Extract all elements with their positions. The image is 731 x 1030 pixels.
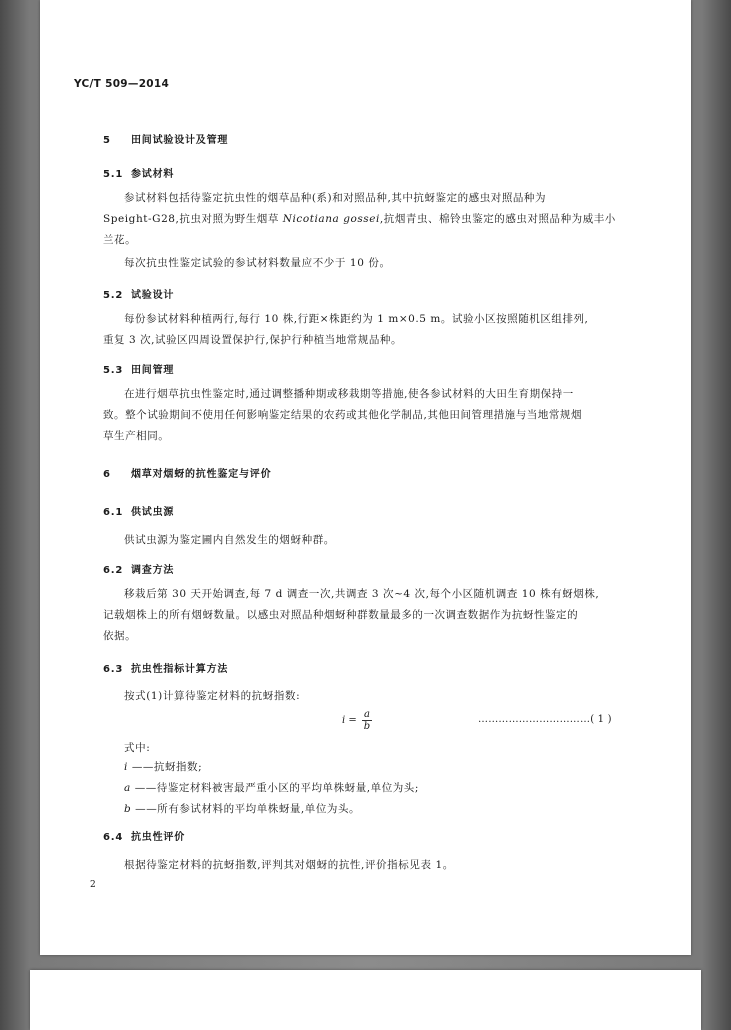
- formula-numerator: a: [363, 709, 370, 720]
- section-title: 供试虫源: [131, 507, 175, 518]
- text-line: 依据。: [103, 630, 137, 642]
- section-number: 6.2: [103, 565, 124, 576]
- section-title: 田间管理: [131, 365, 175, 376]
- formula-lhs: i: [342, 715, 346, 726]
- section-5-heading: [103, 131, 228, 146]
- page-number: 2: [90, 880, 96, 890]
- section-number: 6.1: [103, 507, 124, 518]
- leader-dots: ……………………………: [478, 714, 591, 725]
- text-line: 记载烟株上的所有烟蚜数量。以感虫对照品种烟蚜种群数量最多的一次调查数据作为抗蚜性鉴定的: [103, 609, 579, 621]
- section-5-2-heading: [103, 286, 174, 301]
- formula-fraction: [362, 709, 372, 732]
- text-line: 兰花。: [103, 234, 137, 246]
- formula-1: [342, 709, 372, 732]
- definition-symbol: i: [124, 761, 128, 773]
- text-line: 重复 3 次,试验区四周设置保护行,保护行种植当地常规品种。: [103, 334, 403, 346]
- formula-denominator: b: [363, 721, 371, 732]
- section-6-4-paragraph: 根据待鉴定材料的抗蚜指数,评判其对烟蚜的抗性,评价指标见表 1。: [124, 859, 454, 871]
- section-title: 试验设计: [131, 290, 175, 301]
- definition-text: ——待鉴定材料被害最严重小区的平均单株蚜量,单位为头;: [134, 782, 419, 794]
- section-title: 烟草对烟蚜的抗性鉴定与评价: [131, 469, 272, 480]
- text-line: [103, 209, 616, 230]
- definition-symbol: a: [124, 782, 131, 794]
- definition-text: ——所有参试材料的平均单株蚜量,单位为头。: [135, 803, 361, 815]
- section-title: 调查方法: [131, 565, 175, 576]
- section-6-2-heading: [103, 561, 174, 576]
- formula-definitions: [124, 757, 419, 820]
- document-page: [40, 0, 691, 955]
- text-span: Speight-G28,抗虫对照为野生烟草: [103, 213, 279, 225]
- definition-a: [124, 778, 419, 799]
- next-page: [30, 970, 701, 1030]
- text-line: 参试材料包括待鉴定抗虫性的烟草品种(系)和对照品种,其中抗蚜鉴定的感虫对照品种为: [124, 192, 547, 204]
- section-number: 5.1: [103, 169, 124, 180]
- section-5-1-paragraph-1: [103, 188, 616, 251]
- section-5-1-paragraph-2: 每次抗虫性鉴定试验的参试材料数量应不少于 10 份。: [124, 257, 391, 269]
- section-number: 6: [103, 469, 111, 480]
- section-5-2-paragraph: [103, 309, 588, 351]
- section-6-3-paragraph: 按式(1)计算待鉴定材料的抗蚜指数:: [124, 690, 301, 702]
- formula-leader-dots: [478, 714, 612, 725]
- section-number: 5.3: [103, 365, 124, 376]
- text-line: 致。整个试验期间不使用任何影响鉴定结果的农药或其他化学制品,其他田间管理措施与当地常规烟: [103, 409, 583, 421]
- section-title: 抗虫性评价: [131, 832, 185, 843]
- species-name: Nicotiana gossei: [282, 213, 380, 225]
- section-6-2-paragraph: [103, 584, 599, 647]
- definition-symbol: b: [124, 803, 132, 815]
- section-title: 田间试验设计及管理: [131, 135, 229, 146]
- text-line: 移栽后第 30 天开始调查,每 7 d 调查一次,共调查 3 次~4 次,每个小区随机调查 10 株有蚜烟株,: [124, 588, 600, 600]
- text-span: ,抗烟青虫、棉铃虫鉴定的感虫对照品种为威丰小: [379, 213, 616, 225]
- section-number: 5.2: [103, 290, 124, 301]
- section-number: 6.3: [103, 664, 124, 675]
- text-line: 草生产相同。: [103, 430, 170, 442]
- section-title: 参试材料: [131, 169, 175, 180]
- text-line: 在进行烟草抗虫性鉴定时,通过调整播种期或移栽期等措施,使各参试材料的大田生育期保持一: [124, 388, 574, 400]
- section-6-4-heading: [103, 828, 185, 843]
- section-number: 6.4: [103, 832, 124, 843]
- formula-equals: =: [348, 715, 357, 726]
- section-title: 抗虫性指标计算方法: [131, 664, 229, 675]
- formula-where-label: 式中:: [124, 742, 151, 754]
- definition-i: [124, 757, 419, 778]
- section-5-3-paragraph: [103, 384, 582, 447]
- section-6-3-heading: [103, 660, 228, 675]
- section-number: 5: [103, 135, 111, 146]
- definition-b: [124, 799, 419, 820]
- formula-label: ( 1 ): [590, 714, 612, 725]
- section-6-1-paragraph: 供试虫源为鉴定圃内自然发生的烟蚜种群。: [124, 534, 335, 546]
- definition-text: ——抗蚜指数;: [131, 761, 203, 773]
- standard-code-header: YC/T 509—2014: [74, 78, 170, 90]
- section-5-1-heading: [103, 165, 174, 180]
- text-line: 每份参试材料种植两行,每行 10 株,行距×株距约为 1 m×0.5 m。试验小区按照随机区组排列,: [124, 313, 589, 325]
- section-6-1-heading: [103, 503, 174, 518]
- section-6-heading: [103, 465, 271, 480]
- section-5-3-heading: [103, 361, 174, 376]
